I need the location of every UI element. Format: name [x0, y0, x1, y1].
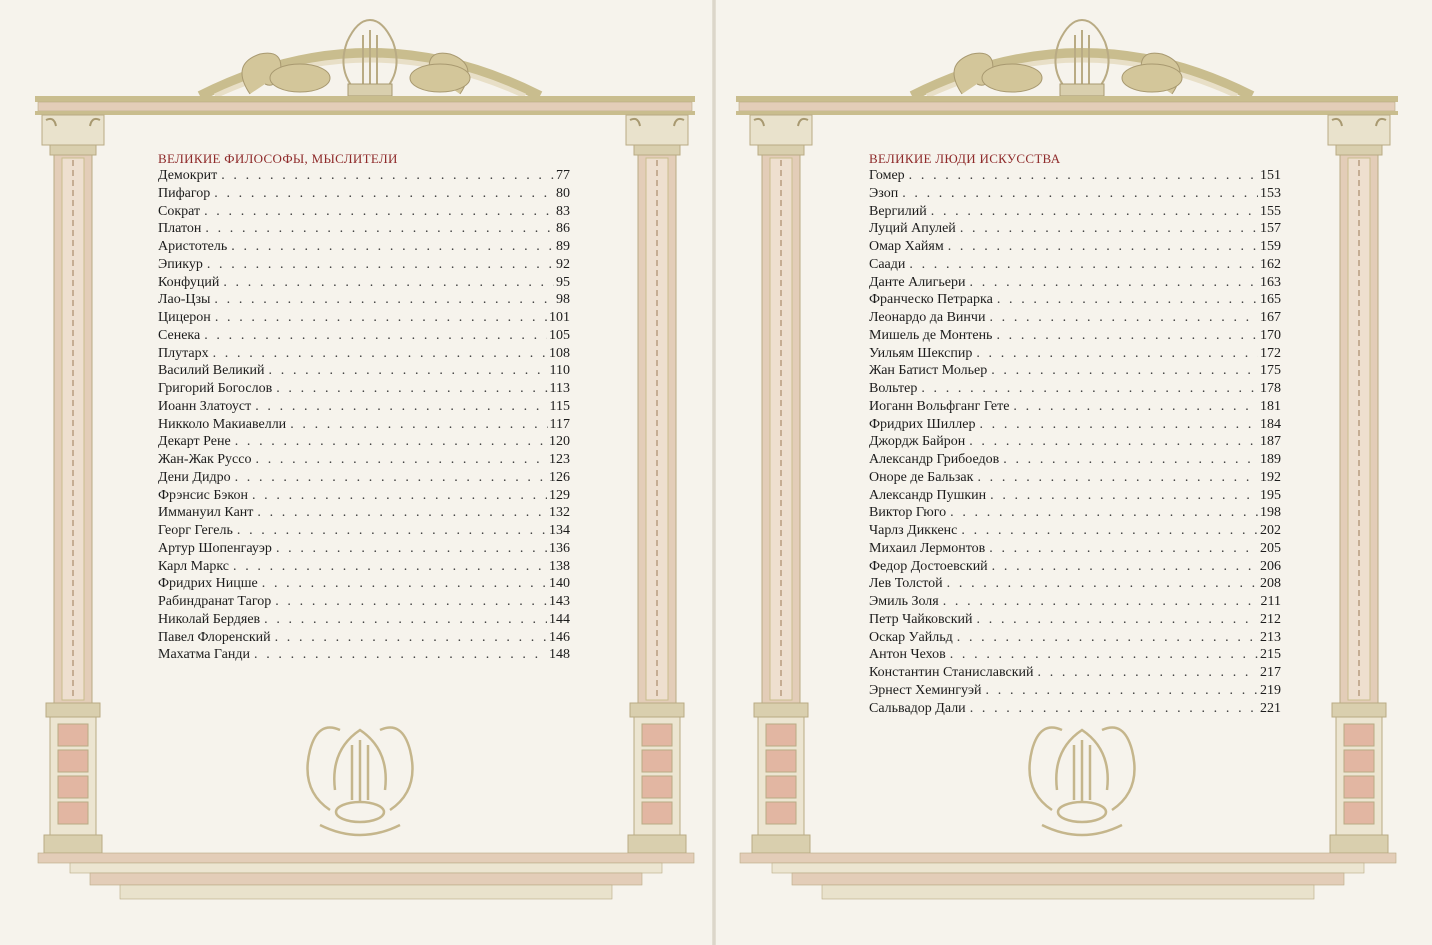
toc-leader-dots [221, 167, 554, 185]
toc-entry-name: Омар Хайям [869, 239, 944, 254]
toc-entry-name: Гомер [869, 168, 905, 183]
toc-leader-dots [960, 220, 1258, 238]
toc-leader-dots [957, 629, 1258, 647]
toc-entry-page: 208 [1260, 576, 1281, 592]
toc-leader-dots [970, 700, 1258, 718]
toc-entry-page: 123 [549, 452, 570, 467]
toc-entry [869, 504, 1281, 522]
section-title: ВЕЛИКИЕ ЛЮДИ ИСКУССТВА [869, 151, 1061, 166]
toc-entry-page: 211 [1260, 594, 1281, 609]
toc-entry-name: Михаил Лермонтов [869, 540, 986, 556]
toc-entry-name: Эпикур [158, 256, 203, 272]
toc-leader-dots [997, 291, 1258, 309]
toc-entry [869, 611, 1281, 629]
toc-entry [869, 593, 1281, 611]
toc-entry-page: 120 [549, 434, 570, 450]
toc-entry [869, 700, 1281, 718]
toc-leader-dots [256, 451, 548, 469]
lyre-ornament [308, 728, 413, 836]
toc-leader-dots [970, 274, 1258, 292]
toc-entry-page: 153 [1260, 185, 1281, 201]
toc-entry [869, 291, 1281, 309]
left-column [42, 115, 104, 853]
toc-entry-name: Никколо Макиавелли [158, 416, 287, 432]
toc-entry-page: 83 [556, 203, 570, 219]
toc-entry-page: 105 [549, 327, 570, 343]
toc-entry-page: 206 [1260, 558, 1281, 574]
toc-entry-name: Франческо Петрарка [869, 292, 993, 308]
toc-entry-name: Саади [869, 256, 906, 272]
toc-entry-name: Григорий Богослов [158, 381, 273, 396]
toc-entry-name: Георг Гегель [158, 523, 233, 538]
toc-entry [869, 362, 1281, 380]
toc-leader-dots [979, 416, 1258, 434]
toc-entry-page: 172 [1260, 345, 1281, 361]
toc-entry [158, 362, 570, 380]
toc-entry-name: Виктор Гюго [869, 505, 947, 521]
toc-entry [158, 345, 570, 363]
toc-entry-name: Данте Алигьери [869, 274, 966, 290]
toc-entry-name: Лао-Цзы [158, 292, 211, 308]
toc-entry-name: Уильям Шекспир [869, 345, 973, 361]
toc-leader-dots [976, 345, 1258, 363]
toc-entry-page: 95 [556, 274, 570, 290]
toc-entry [158, 575, 570, 593]
toc-leader-dots [986, 682, 1258, 700]
toc-entry-page: 215 [1260, 647, 1281, 663]
toc-entry [158, 593, 570, 611]
toc-entry [158, 469, 570, 487]
left-page [0, 0, 712, 945]
toc-leader-dots [977, 611, 1258, 629]
toc-entry-name: Рабиндранат Тагор [158, 594, 272, 609]
toc-entry [869, 487, 1281, 505]
toc-leader-dots [262, 575, 547, 593]
toc-entry [869, 309, 1281, 327]
toc-leader-dots [235, 469, 547, 487]
toc-entry-page: 195 [1260, 487, 1281, 503]
toc-entry [869, 220, 1281, 238]
toc-entry [158, 558, 570, 576]
right-page [716, 0, 1432, 945]
toc-entry-page: 144 [549, 611, 570, 627]
toc-entry-page: 113 [549, 381, 570, 396]
toc-leader-dots [969, 433, 1258, 451]
toc-entry [158, 433, 570, 451]
toc-entry-page: 219 [1260, 682, 1281, 698]
toc-entry [158, 274, 570, 292]
toc-entry [869, 380, 1281, 398]
toc-leader-dots [275, 593, 547, 611]
toc-entry [869, 274, 1281, 292]
toc-entry-name: Василий Великий [158, 363, 265, 379]
toc-entry [158, 256, 570, 274]
toc-entry-name: Аристотель [158, 239, 228, 254]
toc-leader-dots [1013, 398, 1258, 416]
toc-leader-dots [223, 274, 554, 292]
toc-entry-page: 189 [1260, 452, 1281, 467]
toc-leader-dots [948, 238, 1258, 256]
toc-entry-page: 213 [1260, 629, 1281, 645]
toc-entry-name: Оноре де Бальзак [869, 469, 974, 485]
toc-entry [158, 167, 570, 185]
toc-leader-dots [275, 629, 547, 647]
toc-entry-page: 143 [549, 594, 570, 609]
toc-entry-name: Артур Шопенгауэр [158, 540, 272, 556]
toc-entry [869, 203, 1281, 221]
section-title: ВЕЛИКИЕ ФИЛОСОФЫ, МЫСЛИТЕЛИ [158, 151, 398, 166]
toc-entry-page: 175 [1260, 363, 1281, 379]
toc-leader-dots [276, 380, 547, 398]
toc-leader-dots [961, 522, 1258, 540]
toc-entry-name: Цицерон [158, 310, 211, 325]
toc-leader-dots [1003, 451, 1258, 469]
top-arch-ornament [200, 20, 540, 96]
toc-entry-page: 221 [1260, 700, 1281, 716]
toc-entry-name: Александр Грибоедов [869, 452, 1000, 467]
toc-entry-page: 155 [1260, 203, 1281, 219]
toc-entry [158, 416, 570, 434]
toc-entry-page: 101 [549, 310, 570, 325]
toc-section-artists [869, 150, 1281, 717]
toc-entry-name: Демокрит [158, 168, 218, 183]
toc-entry-page: 187 [1260, 434, 1281, 450]
toc-leader-dots [214, 185, 554, 203]
toc-entry [869, 185, 1281, 203]
toc-leader-dots [989, 540, 1258, 558]
toc-leader-dots [921, 380, 1258, 398]
toc-entry-page: 117 [549, 416, 570, 432]
toc-entry [869, 646, 1281, 664]
toc-leader-dots [213, 345, 547, 363]
toc-entry-name: Константин Станиславский [869, 665, 1034, 680]
toc-entry [869, 345, 1281, 363]
toc-leader-dots [991, 362, 1258, 380]
toc-leader-dots [931, 203, 1258, 221]
toc-leader-dots [254, 646, 547, 664]
toc-entry-page: 86 [556, 221, 570, 237]
toc-entry-page: 140 [549, 576, 570, 592]
toc-entry-page: 205 [1260, 540, 1281, 556]
toc-entry-page: 146 [549, 629, 570, 645]
toc-leader-dots [205, 220, 554, 238]
toc-entry-page: 162 [1260, 256, 1281, 272]
right-column [626, 115, 688, 853]
toc-entry-page: 98 [556, 292, 570, 308]
toc-entry-page: 170 [1260, 327, 1281, 343]
toc-entry-page: 212 [1260, 611, 1281, 627]
toc-leader-dots [215, 309, 547, 327]
toc-entry-name: Оскар Уайльд [869, 629, 953, 645]
toc-entry-page: 151 [1260, 168, 1281, 183]
toc-entry-name: Иоганн Вольфганг Гете [869, 398, 1010, 414]
toc-leader-dots [214, 291, 554, 309]
toc-leader-dots [1038, 664, 1258, 682]
toc-entry [869, 433, 1281, 451]
toc-entry-page: 163 [1260, 274, 1281, 290]
top-arch-ornament [912, 20, 1252, 96]
toc-leader-dots [909, 256, 1258, 274]
toc-entry [158, 540, 570, 558]
toc-leader-dots [902, 185, 1258, 203]
toc-entry [158, 203, 570, 221]
toc-entry-name: Николай Бердяев [158, 611, 261, 627]
toc-entry-name: Платон [158, 221, 202, 237]
toc-list [158, 167, 570, 664]
toc-entry-page: 77 [556, 168, 570, 183]
toc-entry-name: Петр Чайковский [869, 611, 973, 627]
toc-entry [869, 522, 1281, 540]
toc-entry-name: Антон Чехов [869, 647, 946, 663]
toc-entry-page: 198 [1260, 505, 1281, 521]
lyre-ornament [1030, 728, 1135, 836]
toc-leader-dots [950, 646, 1258, 664]
toc-entry-name: Дени Дидро [158, 469, 231, 485]
toc-entry-name: Леонардо да Винчи [869, 310, 986, 325]
toc-entry-page: 202 [1260, 523, 1281, 538]
toc-leader-dots [233, 558, 547, 576]
toc-leader-dots [255, 398, 547, 416]
toc-entry-name: Эрнест Хемингуэй [869, 682, 982, 698]
toc-entry-page: 89 [556, 239, 570, 254]
toc-entry-name: Сальвадор Дали [869, 700, 966, 716]
toc-entry [869, 327, 1281, 345]
toc-leader-dots [943, 593, 1259, 611]
toc-leader-dots [235, 433, 547, 451]
toc-entry-name: Луций Апулей [869, 221, 956, 237]
toc-entry-name: Жан-Жак Руссо [158, 452, 252, 467]
toc-entry-name: Сократ [158, 203, 201, 219]
toc-entry [869, 167, 1281, 185]
toc-leader-dots [204, 203, 554, 221]
toc-entry-page: 92 [556, 256, 570, 272]
toc-entry-page: 184 [1260, 416, 1281, 432]
toc-entry-name: Плутарх [158, 345, 209, 361]
toc-entry [158, 522, 570, 540]
toc-entry-page: 148 [549, 647, 570, 663]
toc-entry [869, 416, 1281, 434]
toc-entry-page: 167 [1260, 310, 1281, 325]
toc-entry-page: 181 [1260, 398, 1281, 414]
toc-entry [158, 238, 570, 256]
toc-entry [869, 664, 1281, 682]
toc-entry [158, 487, 570, 505]
toc-entry-page: 134 [549, 523, 570, 538]
toc-entry [158, 504, 570, 522]
toc-entry [158, 629, 570, 647]
toc-entry-page: 157 [1260, 221, 1281, 237]
toc-entry-page: 115 [549, 398, 570, 414]
toc-leader-dots [990, 487, 1258, 505]
toc-entry [869, 398, 1281, 416]
toc-entry-name: Александр Пушкин [869, 487, 987, 503]
toc-entry-name: Иммануил Кант [158, 505, 254, 521]
toc-entry [158, 611, 570, 629]
toc-entry [869, 682, 1281, 700]
toc-leader-dots [204, 327, 547, 345]
toc-entry-name: Пифагор [158, 185, 211, 201]
toc-entry-page: 192 [1260, 469, 1281, 485]
toc-entry-name: Чарлз Диккенс [869, 523, 958, 538]
toc-leader-dots [207, 256, 554, 274]
toc-entry-name: Сенека [158, 327, 201, 343]
toc-leader-dots [989, 309, 1258, 327]
toc-leader-dots [264, 611, 547, 629]
toc-entry-page: 136 [549, 540, 570, 556]
toc-entry-name: Федор Достоевский [869, 558, 988, 574]
toc-section-philosophers [158, 150, 570, 664]
toc-entry-name: Вергилий [869, 203, 927, 219]
toc-entry-name: Конфуций [158, 274, 220, 290]
toc-entry [869, 238, 1281, 256]
toc-entry-page: 138 [549, 558, 570, 574]
toc-entry-name: Иоанн Златоуст [158, 398, 252, 414]
toc-leader-dots [269, 362, 548, 380]
toc-leader-dots [257, 504, 547, 522]
toc-leader-dots [996, 327, 1258, 345]
toc-entry-page: 178 [1260, 381, 1281, 396]
toc-entry [869, 451, 1281, 469]
toc-entry-page: 126 [549, 469, 570, 485]
toc-entry-page: 110 [549, 363, 570, 379]
toc-entry-page: 217 [1260, 665, 1281, 680]
left-column [750, 115, 812, 853]
toc-entry [869, 575, 1281, 593]
toc-leader-dots [252, 487, 547, 505]
toc-entry [158, 380, 570, 398]
toc-entry-name: Лев Толстой [869, 576, 943, 592]
toc-entry-page: 132 [549, 505, 570, 521]
toc-entry-name: Вольтер [869, 381, 918, 396]
toc-entry-name: Махатма Ганди [158, 647, 250, 663]
toc-leader-dots [947, 575, 1258, 593]
toc-entry-page: 80 [556, 185, 570, 201]
toc-entry-name: Фридрих Шиллер [869, 416, 976, 432]
toc-entry-page: 108 [549, 345, 570, 361]
toc-entry-name: Джордж Байрон [869, 434, 966, 450]
toc-leader-dots [909, 167, 1258, 185]
toc-entry [158, 220, 570, 238]
toc-entry-name: Жан Батист Мольер [869, 363, 988, 379]
toc-entry-page: 129 [549, 487, 570, 503]
toc-entry-page: 165 [1260, 292, 1281, 308]
toc-entry-name: Карл Маркс [158, 558, 229, 574]
toc-entry [869, 629, 1281, 647]
toc-entry-name: Эзоп [869, 185, 899, 201]
toc-entry-name: Павел Флоренский [158, 629, 271, 645]
toc-entry [869, 558, 1281, 576]
toc-leader-dots [950, 504, 1258, 522]
toc-leader-dots [276, 540, 547, 558]
right-column [1328, 115, 1390, 853]
toc-entry [158, 309, 570, 327]
toc-entry [158, 451, 570, 469]
toc-entry-name: Эмиль Золя [869, 594, 939, 609]
toc-entry [158, 327, 570, 345]
toc-entry [158, 185, 570, 203]
toc-entry [158, 398, 570, 416]
toc-entry-name: Фридрих Ницше [158, 576, 258, 592]
toc-entry [158, 646, 570, 664]
toc-entry-name: Мишель де Монтень [869, 327, 993, 343]
toc-entry [869, 256, 1281, 274]
toc-leader-dots [231, 238, 554, 256]
toc-leader-dots [290, 416, 547, 434]
toc-entry-name: Декарт Рене [158, 434, 231, 450]
toc-entry [158, 291, 570, 309]
toc-leader-dots [992, 558, 1258, 576]
toc-leader-dots [977, 469, 1258, 487]
toc-list [869, 167, 1281, 717]
toc-entry [869, 469, 1281, 487]
toc-entry-name: Фрэнсис Бэкон [158, 487, 248, 503]
toc-entry [869, 540, 1281, 558]
toc-leader-dots [237, 522, 547, 540]
toc-entry-page: 159 [1260, 239, 1281, 254]
